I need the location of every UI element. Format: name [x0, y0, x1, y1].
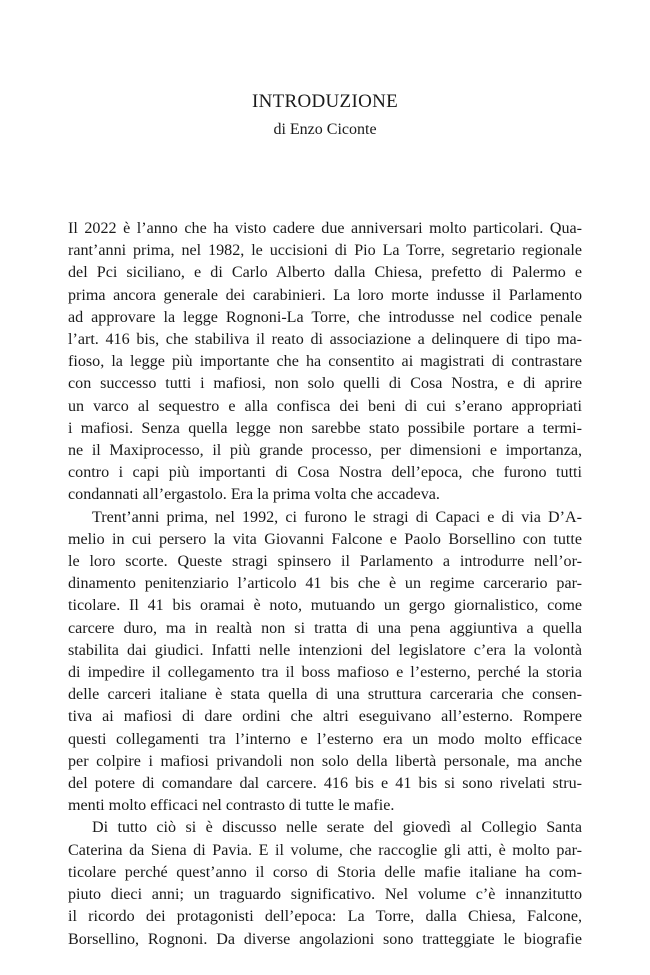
- text-line: Borsellino, Rognoni. Da diverse angolazioni sono tratteggiate le biografie: [68, 930, 582, 948]
- text-line: condannati all’ergastolo. Era la prima volta che accadeva.: [68, 486, 440, 504]
- text-line: piuto dieci anni; un traguardo significativo. Nel volume c’è innanzitutto: [68, 886, 582, 904]
- text-line: stabilita dai giudici. Infatti nelle intenzioni del legislatore c’era la volontà: [68, 641, 582, 659]
- text-line: dinamento penitenziario l’articolo 41 bis che è un regime carcerario par-: [68, 575, 582, 593]
- text-line: i mafiosi. Senza quella legge non sarebbe stato possibile portare a termi-: [68, 419, 582, 437]
- text-line: Il 2022 è l’anno che ha visto cadere due anniversari molto particolari. Qua-: [68, 220, 582, 237]
- paragraph-3: [68, 817, 582, 950]
- text-line: melio in cui persero la vita Giovanni Falcone e Paolo Borsellino con tutte: [68, 530, 582, 548]
- text-line: le loro scorte. Queste stragi spinsero il Parlamento a introdurre nell’or-: [68, 553, 582, 571]
- text-line: Trent’anni prima, nel 1992, ci furono le stragi di Capaci e di via D’A-: [92, 508, 582, 526]
- text-line: di impedire il collegamento tra il boss mafioso e l’esterno, perché la storia: [68, 664, 582, 682]
- text-line: tiva ai mafiosi di dare ordini che altri eseguivano all’esterno. Rompere: [68, 708, 582, 726]
- text-line: contro i capi più importanti di Cosa Nostra dell’epoca, che furono tutti: [68, 464, 582, 482]
- text-line: ticolare perché quest’anno il corso di Storia delle mafie italiane ha com-: [68, 863, 582, 881]
- paragraph-2: [68, 507, 582, 818]
- text-line: del Pci siciliano, e di Carlo Alberto dalla Chiesa, prefetto di Palermo e: [68, 264, 582, 282]
- chapter-title: INTRODUZIONE: [251, 91, 399, 112]
- text-line: ad approvare la legge Rognoni-La Torre, che introdusse nel codice penale: [68, 308, 582, 326]
- text-line: con successo tutti i mafiosi, non solo quelli di Cosa Nostra, e di aprire: [68, 375, 582, 393]
- body-text: [68, 218, 582, 951]
- text-line: menti molto efficaci nel contrasto di tutte le mafie.: [68, 797, 395, 815]
- text-line: un varco al sequestro e alla confisca dei beni di cui s’erano appropriati: [68, 397, 582, 415]
- paragraph-1: [68, 218, 582, 507]
- text-line: ne il Maxiprocesso, il più grande processo, per dimensioni e importanza,: [68, 442, 582, 460]
- text-line: ticolare. Il 41 bis oramai è noto, mutuando un gergo giornalistico, come: [68, 597, 582, 615]
- text-line: carcere duro, ma in realtà non si tratta di una pena aggiuntiva a quella: [68, 619, 582, 637]
- text-line: del potere di comandare dal carcere. 416 bis e 41 bis si sono rivelati stru-: [68, 775, 582, 793]
- text-line: delle carceri italiane è stata quella di una struttura carceraria che consen-: [68, 686, 582, 704]
- text-line: per colpire i mafiosi privandoli non solo della libertà personale, ma anche: [68, 752, 582, 770]
- text-line: Caterina da Siena di Pavia. E il volume, che raccoglie gli atti, è molto par-: [68, 841, 582, 859]
- text-line: prima ancora generale dei carabinieri. La loro morte indusse il Parlamento: [68, 286, 582, 304]
- text-line: rant’anni prima, nel 1982, le uccisioni di Pio La Torre, segretario regionale: [68, 242, 582, 260]
- text-line: l’art. 416 bis, che stabiliva il reato di associazione a delinquere di tipo ma-: [68, 331, 582, 349]
- chapter-author: di Enzo Ciconte: [273, 121, 377, 138]
- text-line: questi collegamenti tra l’interno e l’esterno era un modo molto efficace: [68, 730, 582, 748]
- text-line: fioso, la legge più importante che ha consentito ai magistrati di contrastare: [68, 353, 582, 371]
- text-line: il ricordo dei protagonisti dell’epoca: La Torre, dalla Chiesa, Falcone,: [68, 908, 582, 926]
- text-line: Di tutto ciò si è discusso nelle serate del giovedì al Collegio Santa: [92, 819, 582, 837]
